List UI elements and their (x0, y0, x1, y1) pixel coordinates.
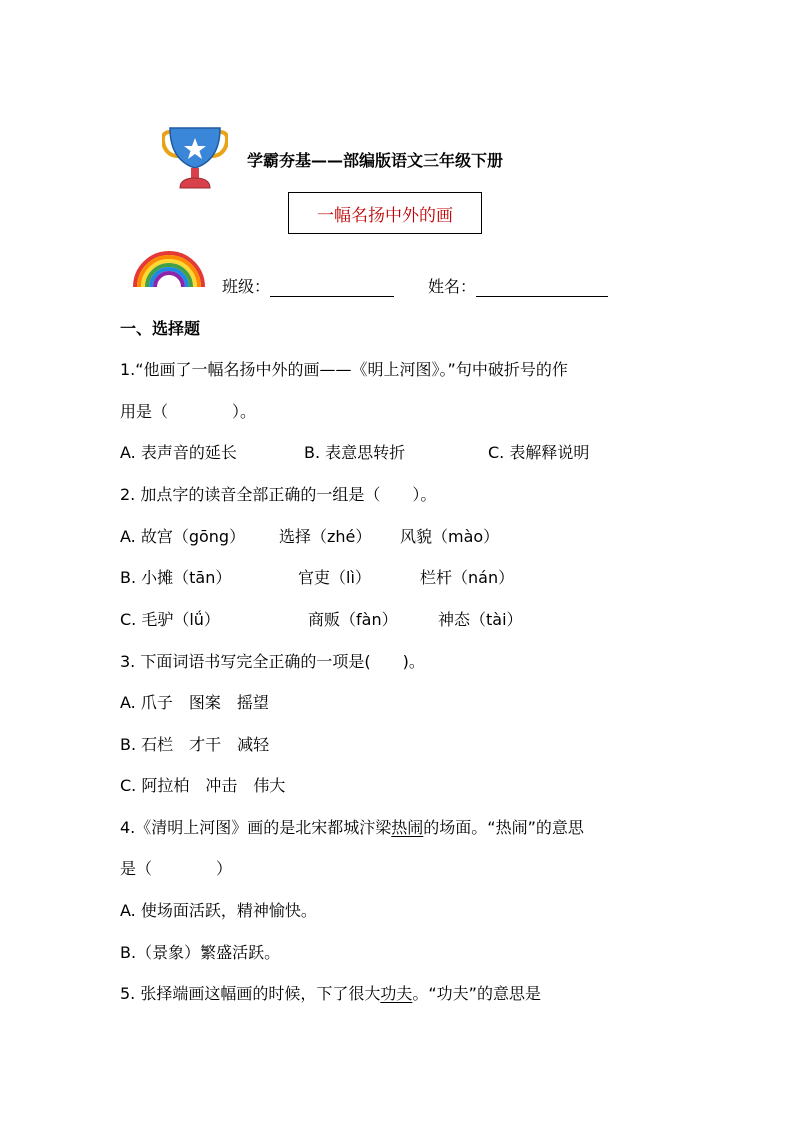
q1-option-c: C. 表解释说明 (488, 443, 590, 462)
q4-option-a: A. 使场面活跃，精神愉快。 (120, 901, 317, 920)
section-heading: 一、选择题 (120, 319, 201, 338)
q1-stem-line1: 1.“他画了一幅名扬中外的画——《明上河图》。”句中破折号的作 (120, 360, 568, 379)
name-input-line[interactable] (476, 278, 608, 297)
q3-option-a: A. 爪子 图案 摇望 (120, 693, 269, 712)
q2-stem: 2. 加点字的读音全部正确的一组是（ ）。 (120, 485, 437, 504)
q2-option-b-2: 官吏（lì） (298, 568, 371, 587)
q3-stem: 3. 下面词语书写完全正确的一项是( )。 (120, 652, 425, 671)
name-field (428, 274, 608, 297)
q4-stem-text-after: 的场面。“热闹”的意思 (423, 818, 584, 837)
q5-stem-text-after: 。“功夫”的意思是 (412, 984, 541, 1003)
q1-option-b: B. 表意思转折 (304, 443, 406, 462)
q2-option-c-2: 商贩（fàn） (308, 610, 398, 629)
q2-option-a-3: 风貌（mào） (400, 527, 500, 546)
lesson-title-box (288, 192, 482, 234)
class-label: 班级： (222, 277, 271, 296)
q5-stem-text-before: 5. 张择端画这幅画的时候，下了很大 (120, 984, 381, 1003)
q2-option-c-3: 神态（tài） (438, 610, 523, 629)
lesson-title: 一幅名扬中外的画 (317, 205, 453, 226)
q5-underlined-word: 功夫 (380, 984, 413, 1003)
q4-underlined-word: 热闹 (391, 818, 424, 837)
q3-option-b: B. 石栏 才干 减轻 (120, 735, 270, 754)
q2-option-b-1: B. 小摊（tān） (120, 568, 232, 587)
q5-stem-line1 (120, 981, 541, 1004)
q2-option-b-3: 栏杆（nán） (420, 568, 515, 587)
q3-option-c: C. 阿拉柏 冲击 伟大 (120, 776, 286, 795)
class-field (222, 274, 394, 297)
q4-stem-line1 (120, 815, 584, 838)
q2-option-a-1: A. 故宫（gōng） (120, 527, 246, 546)
q4-stem-line2: 是（ ） (120, 859, 233, 878)
q4-option-b: B.（景象）繁盛活跃。 (120, 943, 281, 962)
name-label: 姓名： (428, 277, 477, 296)
class-input-line[interactable] (270, 278, 394, 297)
q2-option-a-2: 选择（zhé） (279, 527, 372, 546)
q1-option-a: A. 表声音的延长 (120, 443, 237, 462)
q1-stem-line2: 用是（ ）。 (120, 402, 257, 421)
q2-option-c-1: C. 毛驴（lǘ） (120, 610, 220, 629)
rainbow-icon (132, 247, 206, 289)
document-title: 学霸夯基——部编版语文三年级下册 (247, 151, 504, 170)
q4-stem-text-before: 4.《清明上河图》画的是北宋都城汴梁 (120, 818, 392, 837)
trophy-icon (162, 126, 228, 190)
